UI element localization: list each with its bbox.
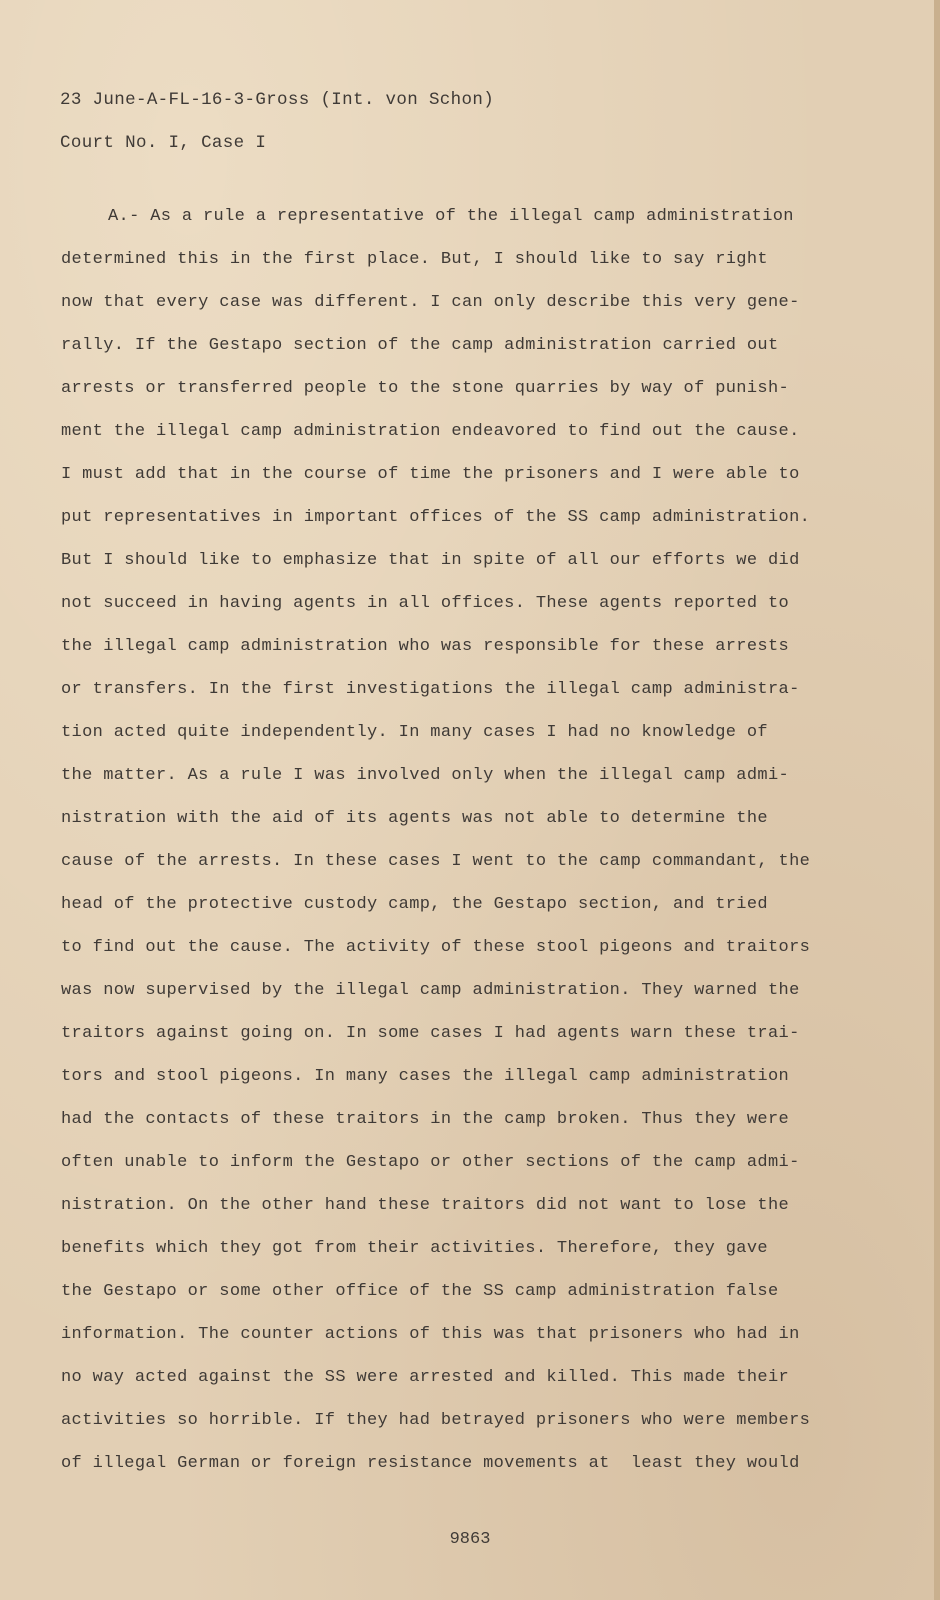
body-line: tors and stool pigeons. In many cases the illegal camp administration [61, 1067, 790, 1086]
body-line: now that every case was different. I can only describe this very gene- [61, 293, 800, 312]
body-line: had the contacts of these traitors in the camp broken. Thus they were [61, 1110, 790, 1129]
body-line: not succeed in having agents in all offices. These agents reported to [61, 594, 790, 613]
body-line: of illegal German or foreign resistance movements at least they would [61, 1454, 800, 1473]
body-line: or transfers. In the first investigations the illegal camp administra- [61, 680, 800, 699]
body-line: arrests or transferred people to the stone quarries by way of punish- [61, 379, 790, 398]
court-case-label: Court No. I, Case I [60, 133, 267, 153]
body-line: benefits which they got from their activities. Therefore, they gave [61, 1239, 768, 1258]
body-line: no way acted against the SS were arrested and killed. This made their [61, 1368, 790, 1387]
body-line: activities so horrible. If they had betrayed prisoners who were members [61, 1411, 811, 1430]
body-line: was now supervised by the illegal camp administration. They warned the [61, 981, 800, 1000]
body-line: I must add that in the course of time the prisoners and I were able to [61, 465, 800, 484]
body-line: head of the protective custody camp, the Gestapo section, and tried [61, 895, 768, 914]
body-line: traitors against going on. In some cases I had agents warn these trai- [61, 1024, 800, 1043]
body-line: put representatives in important offices of the SS camp administration. [61, 508, 811, 527]
body-line: rally. If the Gestapo section of the camp administration carried out [61, 336, 779, 355]
document-reference: 23 June-A-FL-16-3-Gross (Int. von Schon) [60, 90, 495, 110]
body-line: to find out the cause. The activity of these stool pigeons and traitors [61, 938, 811, 957]
body-line: nistration with the aid of its agents was not able to determine the [61, 809, 768, 828]
page-number: 9863 [449, 1530, 491, 1549]
body-line: nistration. On the other hand these traitors did not want to lose the [61, 1196, 790, 1215]
body-line: But I should like to emphasize that in spite of all our efforts we did [61, 551, 800, 570]
body-line: A.- As a rule a representative of the illegal camp administration [108, 207, 794, 226]
body-line: often unable to inform the Gestapo or other sections of the camp admi- [61, 1153, 800, 1172]
body-line: the matter. As a rule I was involved only when the illegal camp admi- [61, 766, 790, 785]
body-line: the illegal camp administration who was responsible for these arrests [61, 637, 790, 656]
body-line: tion acted quite independently. In many cases I had no knowledge of [61, 723, 768, 742]
body-line: information. The counter actions of this was that prisoners who had in [61, 1325, 800, 1344]
body-line: ment the illegal camp administration endeavored to find out the cause. [61, 422, 800, 441]
body-line: the Gestapo or some other office of the SS camp administration false [61, 1282, 779, 1301]
body-line: cause of the arrests. In these cases I went to the camp commandant, the [61, 852, 811, 871]
body-line: determined this in the first place. But, I should like to say right [61, 250, 768, 269]
page-edge [934, 0, 940, 1600]
